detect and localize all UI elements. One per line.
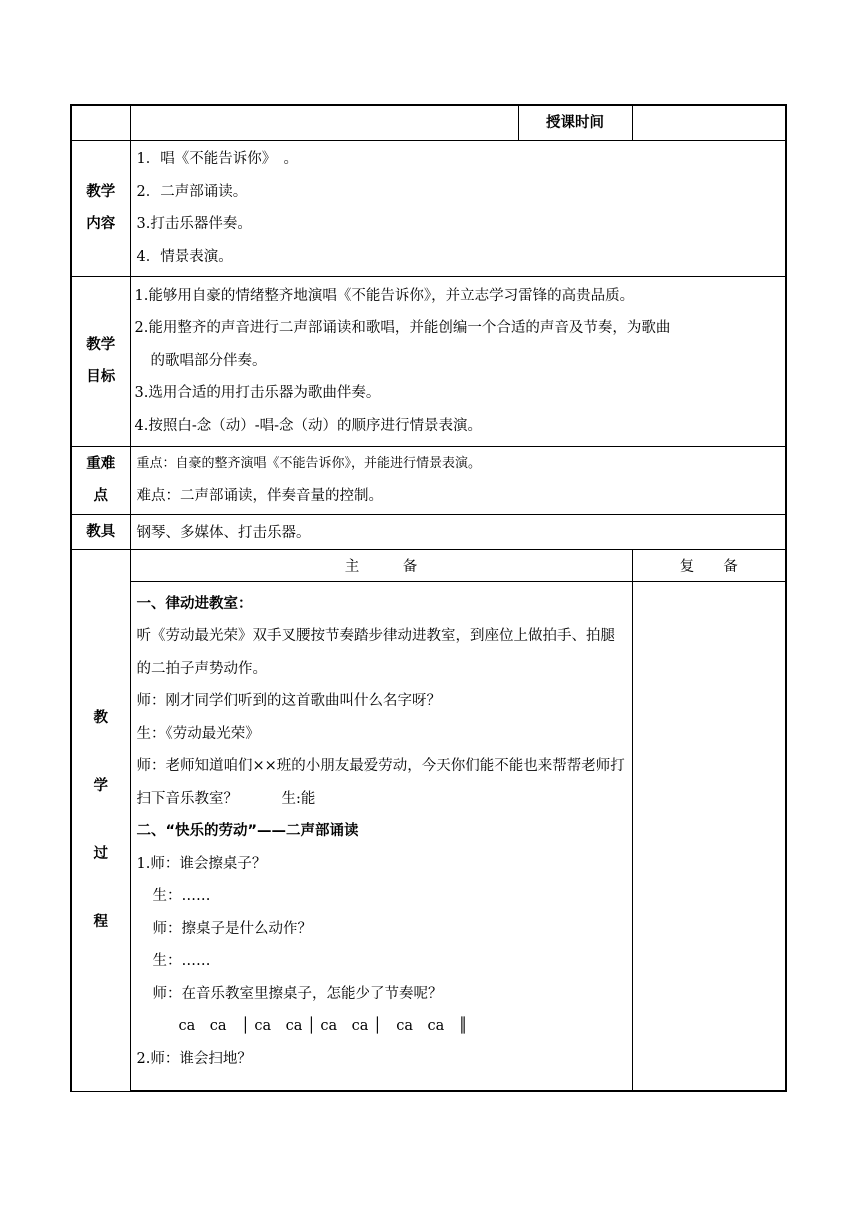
content-label-1: 教学: [86, 184, 116, 200]
content-label: [71, 140, 130, 276]
teaching-time-value: [632, 105, 786, 140]
goal-item-2b: 的歌唱部分伴奏。: [150, 352, 267, 369]
process-paragraph: 听《劳动最光荣》双手叉腰按节奏踏步律动进教室，到座位上做拍手、拍腿的二拍子声势动作。: [136, 628, 615, 677]
goal-item-4: 4.按照白-念（动）-唱-念（动）的顺序进行情景表演。: [134, 417, 483, 434]
teaching-time-label: 授课时间: [518, 105, 632, 140]
header-empty-cell: [71, 105, 130, 140]
dialogue-line: 2.师：谁会扫地？: [136, 1050, 252, 1067]
process-paragraph: 生：《劳动最光荣》: [136, 725, 260, 742]
goal-item-3: 3.选用合适的用打击乐器为歌曲伴奏。: [134, 385, 381, 402]
goals-label-2: 目标: [86, 369, 116, 385]
key-label: [71, 446, 130, 514]
content-item: 2．二声部诵读。: [136, 183, 248, 200]
lesson-plan-table: [70, 104, 787, 1092]
dialogue-line: 生：……: [152, 888, 211, 904]
rhythm-notation: ca ca │ ca ca │ ca ca │ ca ca ║: [178, 1018, 468, 1034]
goals-label-1: 教学: [86, 337, 116, 353]
content-label-2: 内容: [86, 216, 116, 232]
goal-item-1: 1.能够用自豪的情绪整齐地演唱《不能告诉你》，并立志学习雷锋的高贵品质。: [134, 287, 635, 304]
process-label-char: 教: [93, 710, 108, 726]
dialogue-line: 1.师：谁会擦桌子？: [136, 855, 267, 872]
tools-value: 钢琴、多媒体、打击乐器。: [130, 514, 786, 549]
process-label-char: 学: [93, 778, 108, 794]
section2-title: 二、“快乐的劳动”——二声部诵读: [136, 823, 359, 839]
goal-item-2a: 2.能用整齐的声音进行二声部诵读和歌唱，并能创编一个合适的声音及节奏，为歌曲: [134, 320, 671, 337]
section1-title: 一、律动进教室：: [136, 595, 253, 612]
content-item: 4．情景表演。: [136, 248, 233, 265]
key-focus: 重点：自豪的整齐演唱《不能告诉你》，并能进行情景表演。: [136, 455, 482, 471]
content-item: 1．唱《不能告诉你》 。: [136, 151, 298, 167]
process-paragraph: 师：老师知道咱们××班的小朋友最爱劳动，今天你们能不能也来帮帮老师打扫下音乐教室？ 生:能: [136, 758, 625, 807]
content-item: 3.打击乐器伴奏。: [136, 216, 252, 232]
dialogue-line: 生：……: [152, 953, 211, 969]
dialogue-line: 师：在音乐教室里擦桌子，怎能少了节奏呢？: [152, 985, 443, 1002]
process-label-char: 过: [93, 846, 108, 862]
key-label-2: 点: [93, 488, 108, 504]
goals-label: [71, 276, 130, 446]
key-difficulty: 难点：二声部诵读，伴奏音量的控制。: [136, 488, 383, 504]
dialogue-line: 师：擦桌子是什么动作？: [152, 920, 312, 937]
key-label-1: 重难: [86, 456, 116, 472]
review-prep-header: 复 备: [632, 549, 786, 581]
content-cell: [130, 140, 786, 276]
main-prep-cell: [130, 581, 632, 1091]
header-title-cell: [130, 105, 518, 140]
review-prep-cell: [632, 581, 786, 1091]
process-label: [71, 549, 130, 1091]
goals-cell: [130, 276, 786, 446]
process-paragraph: 师：刚才同学们听到的这首歌曲叫什么名字呀？: [136, 693, 441, 709]
tools-label: 教具: [71, 514, 130, 549]
process-label-char: 程: [93, 914, 108, 930]
key-cell: [130, 446, 786, 514]
main-prep-header: 主 备: [130, 549, 632, 581]
